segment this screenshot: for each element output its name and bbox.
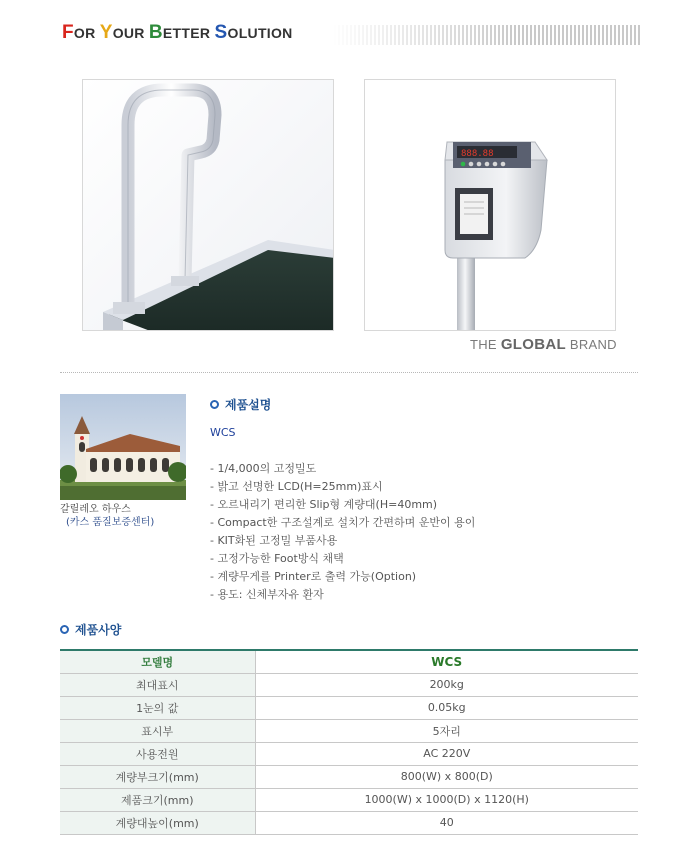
spec-table: [60, 649, 638, 835]
spec-value: 800(W) x 800(D): [255, 765, 638, 788]
spec-label: 계량대높이(mm): [60, 811, 255, 834]
spec-value: 5자리: [255, 719, 638, 742]
galileo-house-photo: [60, 394, 186, 500]
spec-value: AC 220V: [255, 742, 638, 765]
section-title-description: 제품설명: [210, 396, 271, 413]
feature-item: - 용도: 신체부자유 환자: [210, 588, 324, 601]
spec-value: 1000(W) x 1000(D) x 1120(H): [255, 788, 638, 811]
section-divider: [60, 372, 638, 373]
circle-bullet-icon: [210, 400, 219, 409]
spec-value: 200kg: [255, 673, 638, 696]
table-row: [60, 788, 638, 811]
slogan-word-3: BETTER: [148, 22, 215, 43]
feature-list: [210, 460, 475, 604]
table-row: [60, 765, 638, 788]
table-row: [60, 742, 638, 765]
spec-header-row: [60, 650, 638, 673]
section-title-specs: 제품사양: [60, 621, 121, 638]
house-caption-name: 갈릴레오 하우스: [60, 504, 131, 515]
svg-text:888.88: 888.88: [461, 149, 494, 159]
feature-item: - 계량무게를 Printer로 출력 가능(Option): [210, 570, 417, 583]
table-row: [60, 696, 638, 719]
spec-label: 제품크기(mm): [60, 788, 255, 811]
spec-header-model: WCS: [255, 650, 638, 673]
feature-item: - 밝고 선명한 LCD(H=25mm)표시: [210, 480, 383, 493]
spec-label: 최대표시: [60, 673, 255, 696]
slogan-word-1: FOR: [62, 22, 100, 43]
circle-bullet-icon: [60, 625, 69, 634]
spec-label: 표시부: [60, 719, 255, 742]
slogan: [62, 22, 293, 44]
spec-value: 40: [255, 811, 638, 834]
product-photo-scale-platform: [82, 79, 334, 331]
feature-item: - Compact한 구조설계로 설치가 간편하며 운반이 용이: [210, 516, 476, 529]
feature-item: - 오르내리기 편리한 Slip형 계량대(H=40mm): [210, 498, 438, 511]
slogan-word-2: YOUR: [99, 22, 149, 43]
product-photo-indicator: [364, 79, 616, 331]
spec-header-label: 모델명: [60, 650, 255, 673]
table-row: [60, 719, 638, 742]
table-row: [60, 811, 638, 834]
spec-value: 0.05kg: [255, 696, 638, 719]
global-brand-label: THE GLOBAL BRAND: [470, 336, 617, 353]
model-name: WCS: [210, 426, 236, 439]
spec-label: 계량부크기(mm): [60, 765, 255, 788]
feature-item: - KIT화된 고정밀 부품사용: [210, 534, 338, 547]
feature-item: - 고정가능한 Foot방식 채택: [210, 552, 344, 565]
house-caption-sub: (카스 품질보증센터): [66, 517, 155, 528]
slogan-word-4: SOLUTION: [214, 22, 293, 43]
header-stripe-decoration: [330, 25, 640, 45]
spec-label: 1눈의 값: [60, 696, 255, 719]
house-caption: [60, 503, 154, 529]
feature-item: - 1/4,000의 고정밀도: [210, 462, 317, 475]
table-row: [60, 673, 638, 696]
spec-label: 사용전원: [60, 742, 255, 765]
